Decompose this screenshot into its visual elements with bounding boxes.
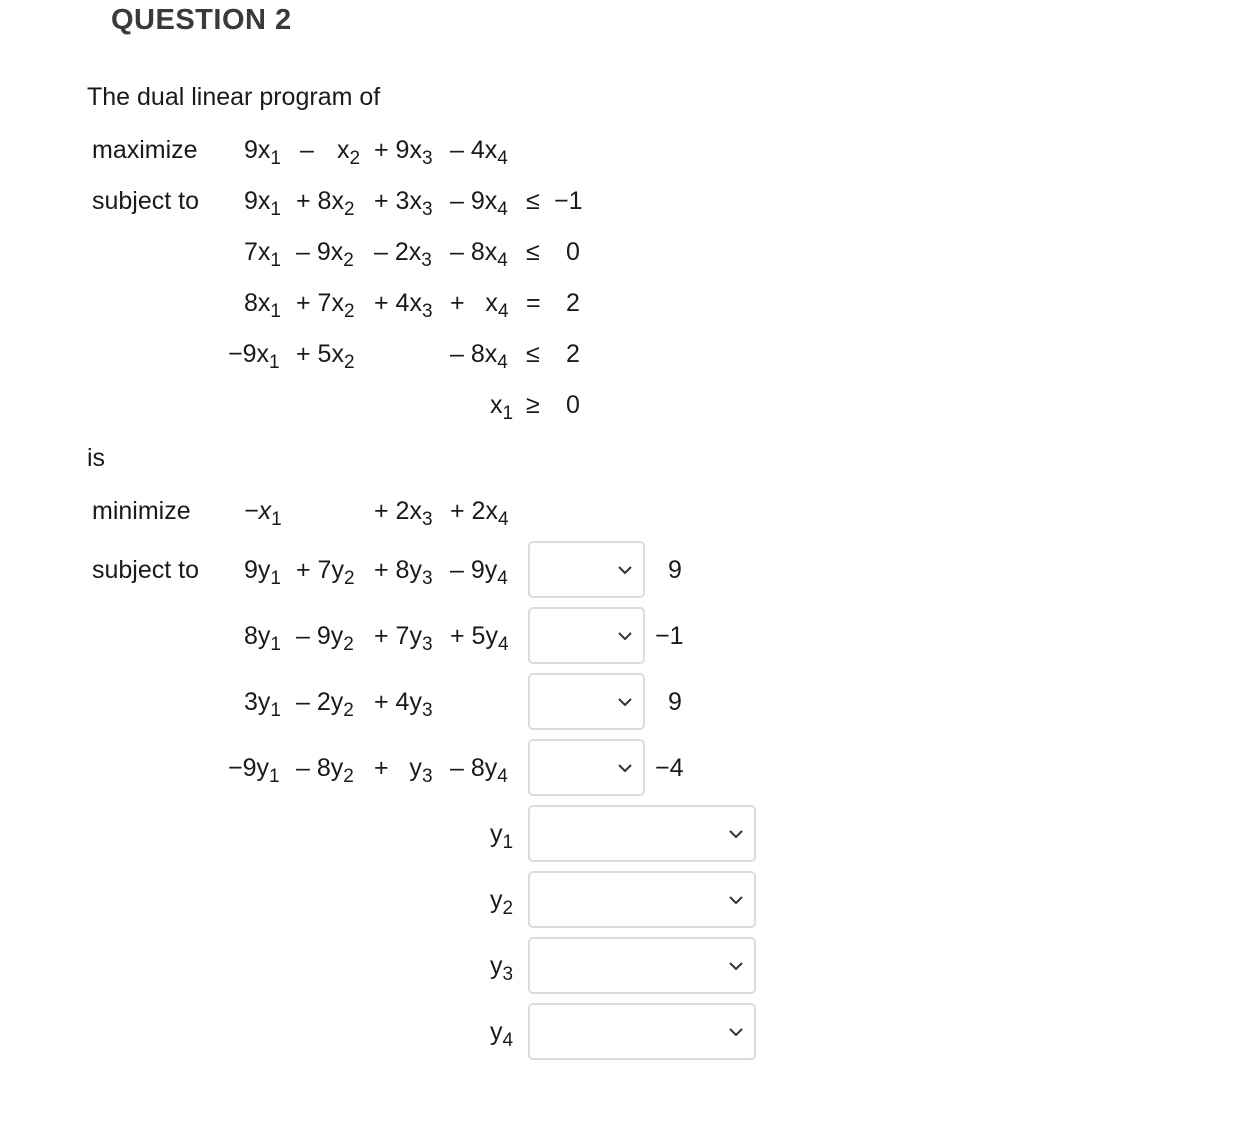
dual-constraints-label: subject to xyxy=(92,556,200,584)
relation-select[interactable] xyxy=(528,739,645,796)
chevron-down-icon xyxy=(617,562,633,578)
chevron-down-icon xyxy=(728,892,744,908)
question-title: QUESTION 2 xyxy=(111,4,292,36)
primal-objective-label: maximize xyxy=(92,136,198,164)
chevron-down-icon xyxy=(728,826,744,842)
relation-select[interactable] xyxy=(528,607,645,664)
sign-select[interactable] xyxy=(528,1003,756,1060)
sign-select[interactable] xyxy=(528,805,756,862)
intro-text: The dual linear program of xyxy=(87,83,381,111)
relation-select[interactable] xyxy=(528,673,645,730)
chevron-down-icon xyxy=(617,760,633,776)
chevron-down-icon xyxy=(728,1024,744,1040)
dual-objective-label: minimize xyxy=(92,497,191,525)
is-label: is xyxy=(87,444,106,472)
chevron-down-icon xyxy=(617,694,633,710)
sign-select[interactable] xyxy=(528,937,756,994)
sign-select[interactable] xyxy=(528,871,756,928)
primal-constraints-label: subject to xyxy=(92,187,200,215)
chevron-down-icon xyxy=(728,958,744,974)
relation-select[interactable] xyxy=(528,541,645,598)
chevron-down-icon xyxy=(617,628,633,644)
